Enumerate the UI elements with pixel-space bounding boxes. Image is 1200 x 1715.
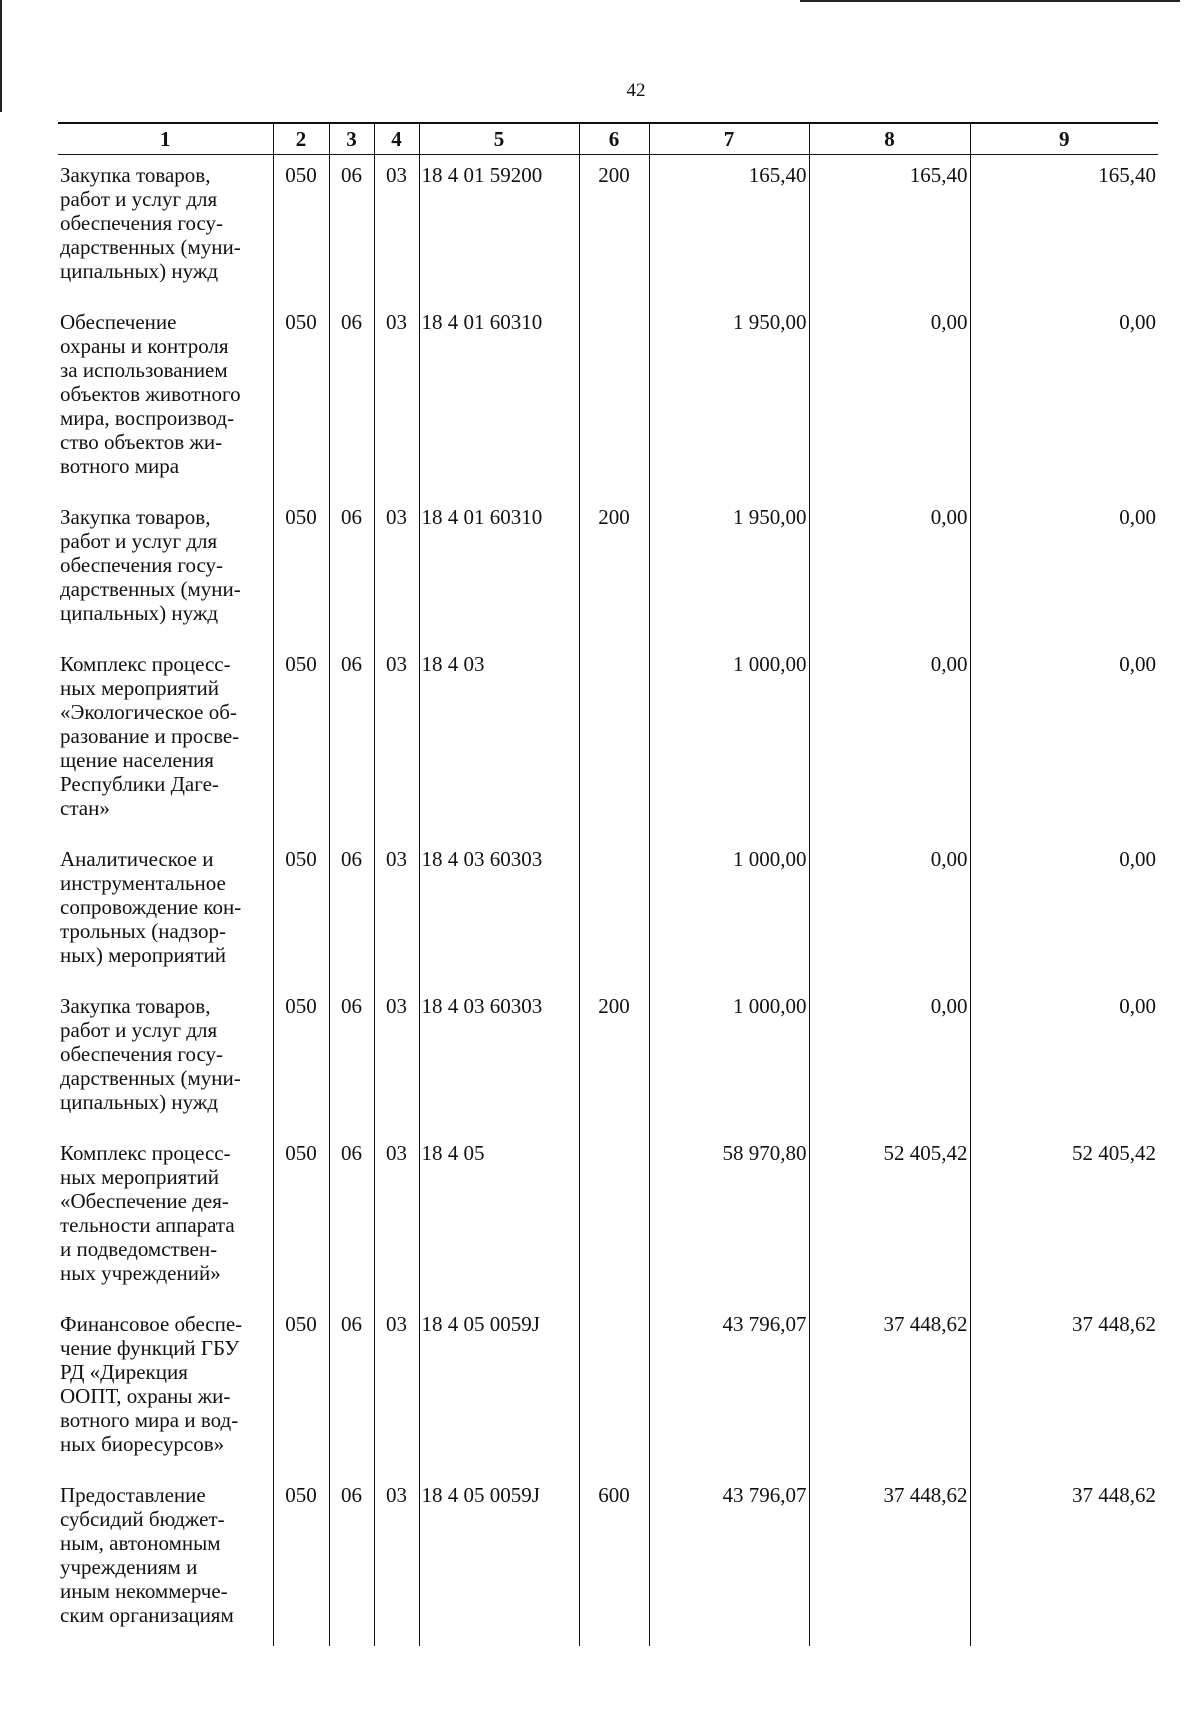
cell-target-article: 18 4 05 0059J [419,1475,579,1646]
cell-amount-9: 165,40 [970,155,1158,303]
cell-subsection: 03 [374,302,419,497]
cell-name-line: и подведомствен- [60,1237,218,1261]
cell-amount-7: 1 000,00 [649,644,809,839]
cell-name-line: «Экологическое об- [60,700,237,724]
cell-name [58,839,273,986]
cell-amount-8: 52 405,42 [809,1133,970,1304]
table-row [58,986,1158,1133]
cell-name-line: субсидий бюджет- [60,1507,225,1531]
cell-name-line: Предоставление [60,1483,206,1507]
cell-grbs: 050 [273,302,329,497]
col-header: 9 [970,123,1158,155]
cell-subsection: 03 [374,986,419,1133]
cell-name-line: Комплекс процесс- [60,652,231,676]
cell-name-line: ским организациям [60,1603,234,1627]
cell-name-line: Закупка товаров, [60,163,211,187]
cell-expense-type [579,1133,649,1304]
cell-name-line: обеспечения госу- [60,211,224,235]
cell-expense-type: 200 [579,155,649,303]
table-row [58,497,1158,644]
cell-name-line: обеспечения госу- [60,1042,224,1066]
cell-target-article: 18 4 01 60310 [419,302,579,497]
col-header: 3 [329,123,374,155]
cell-name-line: трольных (надзор- [60,919,226,943]
cell-target-article: 18 4 01 59200 [419,155,579,303]
cell-name-line: дарственных (муни- [60,577,241,601]
cell-name-line: Закупка товаров, [60,505,211,529]
table-row [58,1304,1158,1475]
cell-grbs: 050 [273,1133,329,1304]
cell-section: 06 [329,986,374,1133]
cell-name-line: тельности аппарата [60,1213,235,1237]
table-row [58,155,1158,303]
cell-section: 06 [329,1133,374,1304]
col-header: 6 [579,123,649,155]
cell-expense-type [579,644,649,839]
cell-grbs: 050 [273,1304,329,1475]
cell-name-line: Аналитическое и [60,847,214,871]
cell-name-line: ципальных) нужд [60,601,219,625]
cell-name-line: Обеспечение [60,310,177,334]
cell-amount-9: 37 448,62 [970,1475,1158,1646]
col-header: 1 [58,123,273,155]
col-header: 8 [809,123,970,155]
cell-section: 06 [329,1475,374,1646]
cell-name [58,497,273,644]
cell-expense-type: 600 [579,1475,649,1646]
table-body [58,155,1158,1647]
cell-name-line: ство объектов жи- [60,430,223,454]
cell-name-line: ных учреждений» [60,1261,221,1285]
cell-amount-8: 165,40 [809,155,970,303]
cell-name-line: Финансовое обеспе- [60,1312,243,1336]
cell-amount-9: 37 448,62 [970,1304,1158,1475]
cell-section: 06 [329,644,374,839]
cell-name-line: за использованием [60,358,228,382]
cell-amount-8: 0,00 [809,644,970,839]
cell-amount-9: 0,00 [970,497,1158,644]
cell-name-line: Комплекс процесс- [60,1141,231,1165]
cell-name-line: вотного мира [60,454,180,478]
cell-section: 06 [329,302,374,497]
cell-target-article: 18 4 05 0059J [419,1304,579,1475]
col-header: 7 [649,123,809,155]
cell-target-article: 18 4 03 60303 [419,986,579,1133]
cell-section: 06 [329,839,374,986]
cell-target-article: 18 4 03 60303 [419,839,579,986]
cell-subsection: 03 [374,1475,419,1646]
cell-name-line: работ и услуг для [60,529,218,553]
cell-amount-7: 43 796,07 [649,1475,809,1646]
cell-name-line: чение функций ГБУ [60,1336,240,1360]
table-row [58,1133,1158,1304]
cell-subsection: 03 [374,155,419,303]
cell-name-line: Республики Даге- [60,772,219,796]
cell-amount-7: 1 000,00 [649,986,809,1133]
cell-name-line: учреждениям и [60,1555,198,1579]
cell-name-line: ных биоресурсов» [60,1432,225,1456]
cell-name [58,644,273,839]
cell-expense-type: 200 [579,497,649,644]
cell-amount-9: 0,00 [970,644,1158,839]
scan-edge-top [800,0,1180,2]
cell-amount-7: 43 796,07 [649,1304,809,1475]
cell-name-line: сопровождение кон- [60,895,242,919]
cell-name-line: вотного мира и вод- [60,1408,239,1432]
cell-amount-8: 0,00 [809,497,970,644]
cell-name-line: иным некоммерче- [60,1579,228,1603]
col-header: 2 [273,123,329,155]
cell-subsection: 03 [374,1304,419,1475]
cell-name-line: ных мероприятий [60,1165,219,1189]
cell-name-line: объектов животного [60,382,241,406]
cell-name-line: ным, автономным [60,1531,221,1555]
budget-table [58,122,1158,1646]
cell-expense-type [579,1304,649,1475]
cell-name-line: ООПТ, охраны жи- [60,1384,231,1408]
cell-name-line: РД «Дирекция [60,1360,188,1384]
table-row [58,839,1158,986]
cell-expense-type [579,839,649,986]
cell-amount-8: 0,00 [809,302,970,497]
cell-target-article: 18 4 01 60310 [419,497,579,644]
cell-name-line: обеспечения госу- [60,553,224,577]
table-row [58,302,1158,497]
cell-name-line: охраны и контроля [60,334,229,358]
cell-grbs: 050 [273,155,329,303]
cell-name-line: ципальных) нужд [60,259,219,283]
cell-grbs: 050 [273,644,329,839]
cell-expense-type [579,302,649,497]
cell-name [58,1475,273,1646]
cell-section: 06 [329,155,374,303]
cell-amount-7: 165,40 [649,155,809,303]
cell-name-line: инструментальное [60,871,226,895]
table-row [58,644,1158,839]
cell-subsection: 03 [374,497,419,644]
header-row [58,123,1158,155]
cell-section: 06 [329,497,374,644]
cell-name-line: дарственных (муни- [60,235,241,259]
cell-amount-9: 0,00 [970,302,1158,497]
cell-name [58,986,273,1133]
col-header: 4 [374,123,419,155]
cell-subsection: 03 [374,839,419,986]
cell-subsection: 03 [374,1133,419,1304]
cell-amount-8: 0,00 [809,986,970,1133]
cell-amount-7: 1 000,00 [649,839,809,986]
cell-amount-8: 37 448,62 [809,1475,970,1646]
cell-name [58,155,273,303]
cell-amount-8: 37 448,62 [809,1304,970,1475]
cell-grbs: 050 [273,497,329,644]
cell-name-line: Закупка товаров, [60,994,211,1018]
cell-name-line: мира, воспроизвод- [60,406,235,430]
cell-grbs: 050 [273,986,329,1133]
cell-target-article: 18 4 05 [419,1133,579,1304]
cell-amount-9: 52 405,42 [970,1133,1158,1304]
cell-section: 06 [329,1304,374,1475]
table-row [58,1475,1158,1646]
cell-name-line: стан» [60,796,110,820]
cell-name-line: дарственных (муни- [60,1066,241,1090]
cell-amount-9: 0,00 [970,839,1158,986]
cell-target-article: 18 4 03 [419,644,579,839]
cell-name-line: ных) мероприятий [60,943,226,967]
cell-name [58,1304,273,1475]
cell-name [58,302,273,497]
col-header: 5 [419,123,579,155]
cell-amount-7: 1 950,00 [649,497,809,644]
page-number: 42 [626,80,646,101]
cell-name-line: работ и услуг для [60,1018,218,1042]
cell-name-line: работ и услуг для [60,187,218,211]
cell-name [58,1133,273,1304]
cell-amount-7: 58 970,80 [649,1133,809,1304]
cell-name-line: щение населения [60,748,214,772]
cell-name-line: ных мероприятий [60,676,219,700]
cell-amount-8: 0,00 [809,839,970,986]
cell-name-line: разование и просве- [60,724,240,748]
cell-amount-9: 0,00 [970,986,1158,1133]
cell-name-line: «Обеспечение дея- [60,1189,229,1213]
cell-grbs: 050 [273,1475,329,1646]
cell-grbs: 050 [273,839,329,986]
cell-amount-7: 1 950,00 [649,302,809,497]
cell-name-line: ципальных) нужд [60,1090,219,1114]
cell-expense-type: 200 [579,986,649,1133]
cell-subsection: 03 [374,644,419,839]
